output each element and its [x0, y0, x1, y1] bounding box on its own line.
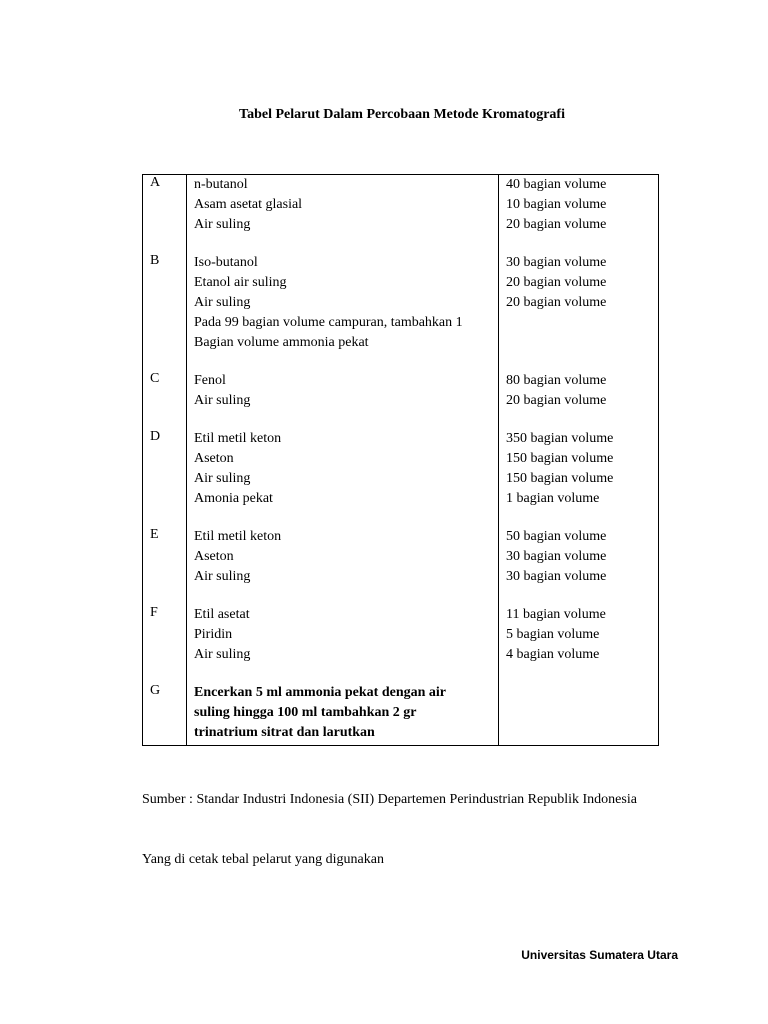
- volume-line: 20 bagian volume: [506, 295, 607, 310]
- row-components: [187, 605, 499, 683]
- component-line: Aseton: [194, 451, 234, 466]
- volume-line: 30 bagian volume: [506, 255, 607, 270]
- component-line: Air suling: [194, 471, 251, 486]
- component-line: Etil metil keton: [194, 431, 282, 446]
- table-row: [143, 175, 659, 254]
- volume-line: 50 bagian volume: [506, 529, 607, 544]
- table-row: [143, 683, 659, 746]
- component-line: Etanol air suling: [194, 275, 287, 290]
- volume-line: 150 bagian volume: [506, 471, 614, 486]
- component-line: Air suling: [194, 217, 251, 232]
- row-components: [187, 371, 499, 429]
- component-line: Aseton: [194, 549, 234, 564]
- component-line: Air suling: [194, 647, 251, 662]
- table-row: [143, 429, 659, 527]
- row-components: [187, 527, 499, 605]
- volume-line: 30 bagian volume: [506, 569, 607, 584]
- component-line: Air suling: [194, 569, 251, 584]
- component-line: suling hingga 100 ml tambahkan 2 gr: [194, 705, 417, 720]
- volume-line: 40 bagian volume: [506, 177, 607, 192]
- table-row: [143, 527, 659, 605]
- component-line: Piridin: [194, 627, 233, 642]
- row-code: B: [143, 253, 187, 371]
- row-volumes: [499, 371, 659, 429]
- row-components: [187, 429, 499, 527]
- table-row: [143, 605, 659, 683]
- note-text: Yang di cetak tebal pelarut yang digunakan: [142, 852, 384, 867]
- component-line: Encerkan 5 ml ammonia pekat dengan air: [194, 685, 447, 700]
- volume-line: 1 bagian volume: [506, 491, 600, 506]
- volume-line: 11 bagian volume: [506, 607, 606, 622]
- row-volumes: [499, 429, 659, 527]
- component-line: Fenol: [194, 373, 226, 388]
- volume-line: 150 bagian volume: [506, 451, 614, 466]
- volume-line: 80 bagian volume: [506, 373, 607, 388]
- component-line: Air suling: [194, 393, 251, 408]
- component-line: trinatrium sitrat dan larutkan: [194, 725, 375, 740]
- row-volumes: [499, 175, 659, 254]
- row-volumes: [499, 253, 659, 371]
- volume-line: 30 bagian volume: [506, 549, 607, 564]
- row-components: [187, 683, 499, 746]
- row-volumes: [499, 527, 659, 605]
- volume-line: 20 bagian volume: [506, 275, 607, 290]
- source-text: Sumber : Standar Industri Indonesia (SII) Departemen Perindustrian Republik Indonesia: [142, 792, 637, 807]
- volume-line: 10 bagian volume: [506, 197, 607, 212]
- table-row: [143, 253, 659, 371]
- component-line: Pada 99 bagian volume campuran, tambahkan 1: [194, 315, 463, 330]
- row-code: G: [143, 683, 187, 746]
- component-line: Bagian volume ammonia pekat: [194, 335, 369, 350]
- volume-line: 20 bagian volume: [506, 393, 607, 408]
- row-components: [187, 253, 499, 371]
- row-volumes: [499, 605, 659, 683]
- component-line: Air suling: [194, 295, 251, 310]
- row-code: C: [143, 371, 187, 429]
- volume-line: 4 bagian volume: [506, 647, 600, 662]
- row-components: [187, 175, 499, 254]
- volume-line: 5 bagian volume: [506, 627, 600, 642]
- solvent-table: [142, 174, 659, 746]
- volume-line: 350 bagian volume: [506, 431, 614, 446]
- solvent-table-body: [143, 175, 659, 746]
- footer-university: Universitas Sumatera Utara: [521, 948, 678, 962]
- row-code: F: [143, 605, 187, 683]
- row-code: E: [143, 527, 187, 605]
- component-line: Etil asetat: [194, 607, 250, 622]
- row-volumes: [499, 683, 659, 746]
- row-code: A: [143, 175, 187, 254]
- component-line: Asam asetat glasial: [194, 197, 303, 212]
- component-line: n-butanol: [194, 177, 248, 192]
- volume-line: 20 bagian volume: [506, 217, 607, 232]
- table-row: [143, 371, 659, 429]
- row-code: D: [143, 429, 187, 527]
- component-line: Amonia pekat: [194, 491, 273, 506]
- component-line: Etil metil keton: [194, 529, 282, 544]
- component-line: Iso-butanol: [194, 255, 258, 270]
- page-title: Tabel Pelarut Dalam Percobaan Metode Kromatografi: [239, 107, 565, 122]
